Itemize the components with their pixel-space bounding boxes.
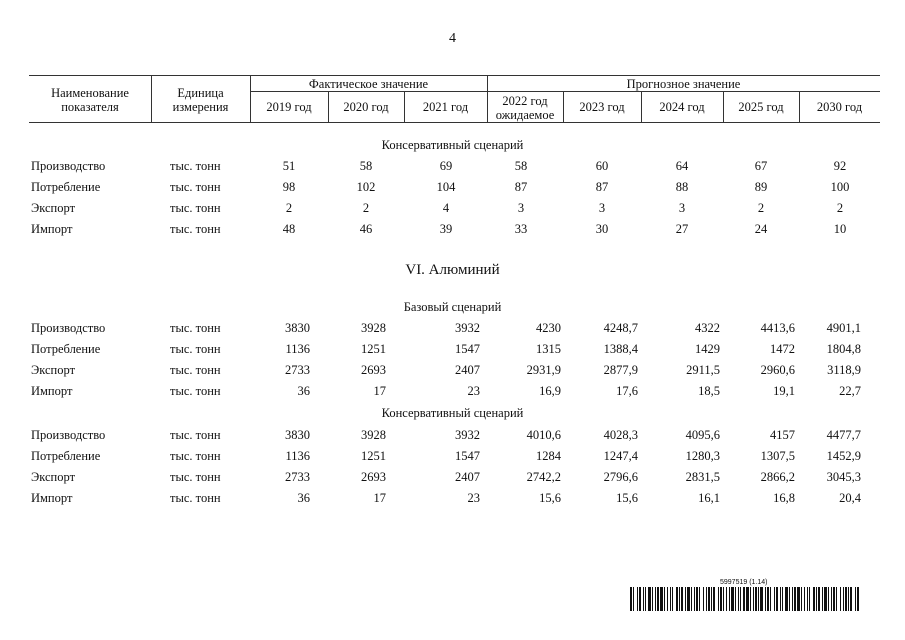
value-cell: 2911,5 <box>686 363 720 377</box>
value-cell: 22,7 <box>839 384 861 398</box>
value-cell: 1452,9 <box>826 449 861 463</box>
table-row <box>0 446 905 466</box>
value-cell: 1472 <box>770 342 795 356</box>
value-cell: 39 <box>439 222 453 236</box>
value-cell: 87 <box>514 180 528 194</box>
unit-cell: тыс. тонн <box>170 180 221 194</box>
header-year: 2022 год ожидаемое <box>495 94 555 122</box>
indicator-name: Производство <box>31 321 106 335</box>
value-cell: 46 <box>359 222 373 236</box>
header-group-fact: Фактическое значение <box>308 77 429 91</box>
value-cell: 3 <box>598 201 606 215</box>
value-cell: 92 <box>833 159 847 173</box>
value-cell: 4028,3 <box>603 428 638 442</box>
header-top-rule <box>29 75 880 76</box>
value-cell: 16,9 <box>539 384 561 398</box>
value-cell: 3118,9 <box>827 363 861 377</box>
value-cell: 2877,9 <box>603 363 638 377</box>
section-title: Базовый сценарий <box>403 300 502 314</box>
section-title: Консервативный сценарий <box>381 406 524 420</box>
value-cell: 4 <box>442 201 450 215</box>
value-cell: 36 <box>297 384 310 398</box>
table-row <box>0 360 905 380</box>
table-row <box>0 177 905 197</box>
header-year: 2020 год <box>343 100 389 114</box>
value-cell: 18,5 <box>698 384 720 398</box>
unit-cell: тыс. тонн <box>170 222 221 236</box>
unit-cell: тыс. тонн <box>170 321 221 335</box>
value-cell: 1251 <box>361 449 386 463</box>
value-cell: 1547 <box>455 342 480 356</box>
value-cell: 51 <box>282 159 296 173</box>
value-cell: 4477,7 <box>826 428 861 442</box>
unit-cell: тыс. тонн <box>170 470 221 484</box>
value-cell: 36 <box>297 491 310 505</box>
value-cell: 1307,5 <box>760 449 795 463</box>
value-cell: 20,4 <box>839 491 861 505</box>
value-cell: 1804,8 <box>826 342 861 356</box>
value-cell: 2407 <box>455 363 480 377</box>
indicator-name: Экспорт <box>31 363 76 377</box>
indicator-name: Импорт <box>31 491 73 505</box>
value-cell: 1280,3 <box>685 449 720 463</box>
value-cell: 2733 <box>285 470 310 484</box>
table-row <box>0 467 905 487</box>
value-cell: 48 <box>282 222 296 236</box>
value-cell: 1136 <box>285 449 310 463</box>
section-title: Консервативный сценарий <box>381 138 524 152</box>
unit-cell: тыс. тонн <box>170 342 221 356</box>
value-cell: 4230 <box>536 321 561 335</box>
value-cell: 30 <box>595 222 609 236</box>
value-cell: 88 <box>675 180 689 194</box>
value-cell: 17 <box>373 384 386 398</box>
header-year: 2025 год <box>738 100 784 114</box>
indicator-name: Импорт <box>31 222 73 236</box>
value-cell: 2960,6 <box>760 363 795 377</box>
value-cell: 3928 <box>361 321 386 335</box>
indicator-name: Потребление <box>31 342 101 356</box>
indicator-name: Экспорт <box>31 201 76 215</box>
barcode-label: 5997519 (1.14) <box>720 579 768 586</box>
table-row <box>0 318 905 338</box>
value-cell: 1429 <box>695 342 720 356</box>
value-cell: 33 <box>514 222 528 236</box>
value-cell: 2733 <box>285 363 310 377</box>
value-cell: 102 <box>356 180 376 194</box>
value-cell: 1136 <box>285 342 310 356</box>
chapter-title: VI. Алюминий <box>405 262 500 278</box>
value-cell: 2 <box>362 201 370 215</box>
value-cell: 4901,1 <box>826 321 861 335</box>
value-cell: 104 <box>436 180 456 194</box>
indicator-name: Производство <box>31 428 106 442</box>
header-year: 2023 год <box>579 100 625 114</box>
value-cell: 89 <box>754 180 768 194</box>
value-cell: 17 <box>373 491 386 505</box>
unit-cell: тыс. тонн <box>170 363 221 377</box>
value-cell: 23 <box>467 384 480 398</box>
value-cell: 1315 <box>536 342 561 356</box>
header-group-forecast: Прогнозное значение <box>626 77 741 91</box>
header-year: 2019 год <box>266 100 312 114</box>
header-bottom-rule <box>29 122 880 123</box>
value-cell: 1247,4 <box>603 449 638 463</box>
value-cell: 23 <box>467 491 480 505</box>
value-cell: 16,8 <box>773 491 795 505</box>
unit-cell: тыс. тонн <box>170 491 221 505</box>
unit-cell: тыс. тонн <box>170 428 221 442</box>
value-cell: 3045,3 <box>826 470 861 484</box>
value-cell: 3830 <box>285 428 310 442</box>
table-row <box>0 488 905 508</box>
value-cell: 2742,2 <box>526 470 561 484</box>
value-cell: 60 <box>595 159 609 173</box>
value-cell: 2866,2 <box>760 470 795 484</box>
unit-cell: тыс. тонн <box>170 449 221 463</box>
value-cell: 64 <box>675 159 689 173</box>
value-cell: 3 <box>517 201 525 215</box>
value-cell: 2693 <box>361 470 386 484</box>
value-cell: 27 <box>675 222 689 236</box>
value-cell: 2831,5 <box>685 470 720 484</box>
value-cell: 1547 <box>455 449 480 463</box>
value-cell: 2796,6 <box>603 470 638 484</box>
table-row <box>0 381 905 401</box>
barcode <box>630 587 860 611</box>
value-cell: 4413,6 <box>760 321 795 335</box>
value-cell: 15,6 <box>616 491 638 505</box>
value-cell: 24 <box>754 222 768 236</box>
value-cell: 69 <box>439 159 453 173</box>
value-cell: 98 <box>282 180 296 194</box>
value-cell: 2 <box>757 201 765 215</box>
value-cell: 1251 <box>361 342 386 356</box>
value-cell: 2407 <box>455 470 480 484</box>
value-cell: 100 <box>830 180 850 194</box>
header-col-name: Наименование показателя <box>51 86 129 114</box>
value-cell: 4248,7 <box>603 321 638 335</box>
indicator-name: Потребление <box>31 449 101 463</box>
value-cell: 3830 <box>285 321 310 335</box>
unit-cell: тыс. тонн <box>170 384 221 398</box>
value-cell: 1388,4 <box>603 342 638 356</box>
value-cell: 2693 <box>361 363 386 377</box>
value-cell: 3932 <box>455 321 480 335</box>
value-cell: 10 <box>833 222 847 236</box>
value-cell: 3 <box>678 201 686 215</box>
value-cell: 2 <box>836 201 844 215</box>
table-row <box>0 156 905 176</box>
unit-cell: тыс. тонн <box>170 201 221 215</box>
value-cell: 87 <box>595 180 609 194</box>
value-cell: 1284 <box>536 449 561 463</box>
unit-cell: тыс. тонн <box>170 159 221 173</box>
value-cell: 58 <box>514 159 528 173</box>
value-cell: 3928 <box>361 428 386 442</box>
header-year: 2030 год <box>816 100 863 114</box>
header-col-unit: Единица измерения <box>172 86 229 114</box>
indicator-name: Импорт <box>31 384 73 398</box>
page-number: 4 <box>449 31 456 46</box>
value-cell: 4157 <box>770 428 795 442</box>
table-row <box>0 339 905 359</box>
value-cell: 17,6 <box>616 384 638 398</box>
value-cell: 2 <box>285 201 293 215</box>
value-cell: 67 <box>754 159 768 173</box>
table-row <box>0 425 905 445</box>
header-group-rule <box>250 91 880 92</box>
value-cell: 58 <box>359 159 373 173</box>
value-cell: 2931,9 <box>526 363 561 377</box>
value-cell: 4322 <box>695 321 720 335</box>
value-cell: 4095,6 <box>685 428 720 442</box>
header-year: 2024 год <box>659 100 705 114</box>
indicator-name: Экспорт <box>31 470 76 484</box>
indicator-name: Производство <box>31 159 106 173</box>
value-cell: 15,6 <box>539 491 561 505</box>
table-row <box>0 198 905 218</box>
indicator-name: Потребление <box>31 180 101 194</box>
table-row <box>0 219 905 239</box>
value-cell: 4010,6 <box>526 428 561 442</box>
header-year: 2021 год <box>422 100 469 114</box>
value-cell: 19,1 <box>773 384 795 398</box>
value-cell: 16,1 <box>698 491 720 505</box>
value-cell: 3932 <box>455 428 480 442</box>
